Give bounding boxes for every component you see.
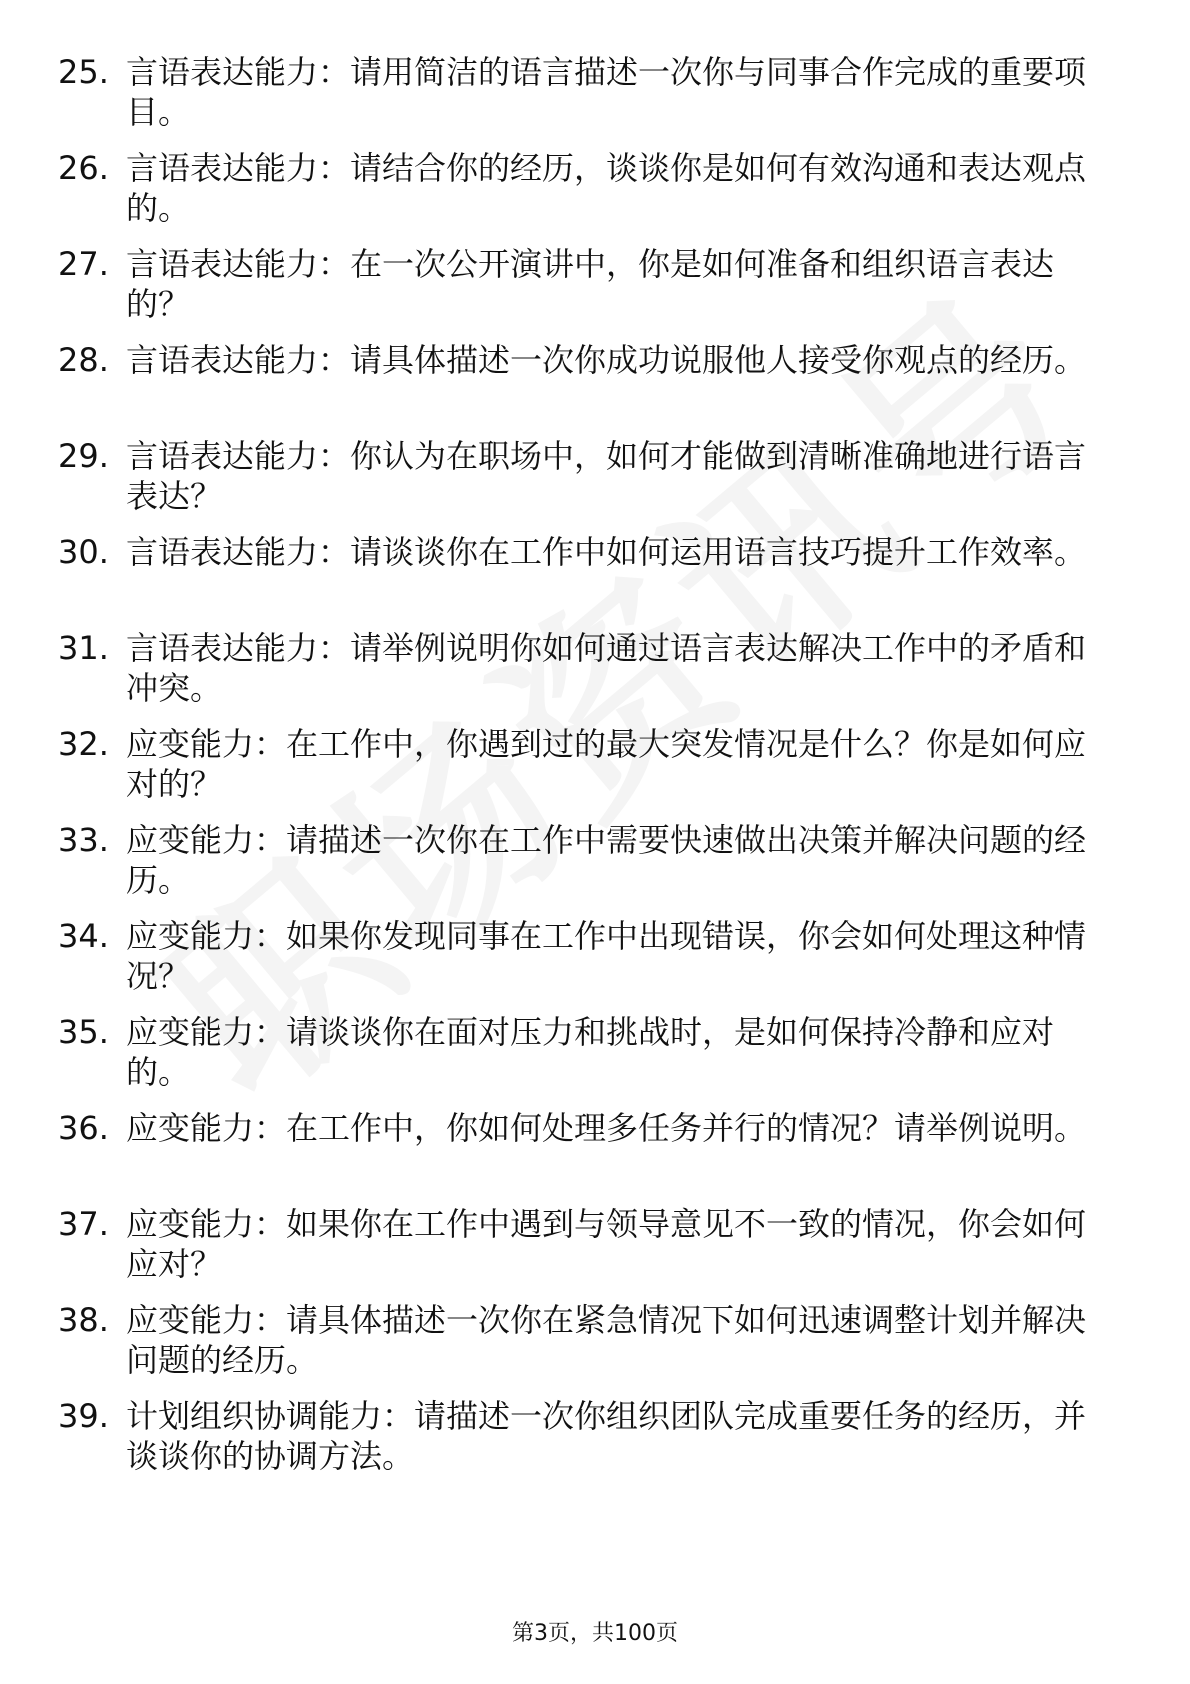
question-text: 应变能力：请具体描述一次你在紧急情况下如何迅速调整计划并解决问题的经历。 xyxy=(126,1301,1087,1379)
question-text: 言语表达能力：请结合你的经历，谈谈你是如何有效沟通和表达观点的。 xyxy=(126,149,1087,227)
question-number: 35. xyxy=(58,1013,109,1051)
question-number: 36. xyxy=(58,1109,109,1147)
question-number: 34. xyxy=(58,917,109,955)
question-number: 39. xyxy=(58,1397,109,1435)
question-item xyxy=(58,724,1108,804)
question-number: 37. xyxy=(58,1205,109,1243)
question-text: 应变能力：如果你发现同事在工作中出现错误，你会如何处理这种情况？ xyxy=(126,917,1087,995)
question-item xyxy=(58,628,1108,708)
question-text: 言语表达能力：你认为在职场中，如何才能做到清晰准确地进行语言表达？ xyxy=(126,437,1087,515)
question-number: 32. xyxy=(58,725,109,763)
page-footer: 第3页，共100页 xyxy=(512,1621,678,1646)
question-number: 33. xyxy=(58,821,109,859)
question-item xyxy=(58,436,1108,516)
question-number: 30. xyxy=(58,533,109,571)
question-item xyxy=(58,820,1108,900)
question-number: 26. xyxy=(58,149,109,187)
question-item xyxy=(58,1108,1108,1188)
question-item xyxy=(58,244,1108,324)
question-item xyxy=(58,1012,1108,1092)
question-text: 言语表达能力：请举例说明你如何通过语言表达解决工作中的矛盾和冲突。 xyxy=(126,629,1087,707)
question-item xyxy=(58,148,1108,228)
question-text: 应变能力：在工作中，你如何处理多任务并行的情况？请举例说明。 xyxy=(126,1109,1087,1147)
question-number: 29. xyxy=(58,437,109,475)
question-number: 27. xyxy=(58,245,109,283)
question-text: 应变能力：如果你在工作中遇到与领导意见不一致的情况，你会如何应对？ xyxy=(126,1205,1087,1283)
question-text: 言语表达能力：请具体描述一次你成功说服他人接受你观点的经历。 xyxy=(126,341,1087,379)
question-list xyxy=(58,52,1108,1492)
question-item xyxy=(58,52,1108,132)
question-text: 言语表达能力：请谈谈你在工作中如何运用语言技巧提升工作效率。 xyxy=(126,533,1087,571)
question-number: 38. xyxy=(58,1301,109,1339)
question-text: 应变能力：请谈谈你在面对压力和挑战时，是如何保持冷静和应对的。 xyxy=(126,1013,1055,1091)
question-text: 计划组织协调能力：请描述一次你组织团队完成重要任务的经历，并谈谈你的协调方法。 xyxy=(126,1397,1087,1475)
question-item xyxy=(58,532,1108,612)
question-item xyxy=(58,1300,1108,1380)
question-item xyxy=(58,916,1108,996)
question-item xyxy=(58,1396,1108,1476)
question-text: 言语表达能力：在一次公开演讲中，你是如何准备和组织语言表达的？ xyxy=(126,245,1055,323)
question-text: 应变能力：在工作中，你遇到过的最大突发情况是什么？你是如何应对的？ xyxy=(126,725,1087,803)
question-number: 25. xyxy=(58,53,109,91)
question-text: 言语表达能力：请用简洁的语言描述一次你与同事合作完成的重要项目。 xyxy=(126,53,1087,131)
question-item xyxy=(58,1204,1108,1284)
question-item xyxy=(58,340,1108,420)
question-text: 应变能力：请描述一次你在工作中需要快速做出决策并解决问题的经历。 xyxy=(126,821,1087,899)
question-number: 31. xyxy=(58,629,109,667)
question-number: 28. xyxy=(58,341,109,379)
